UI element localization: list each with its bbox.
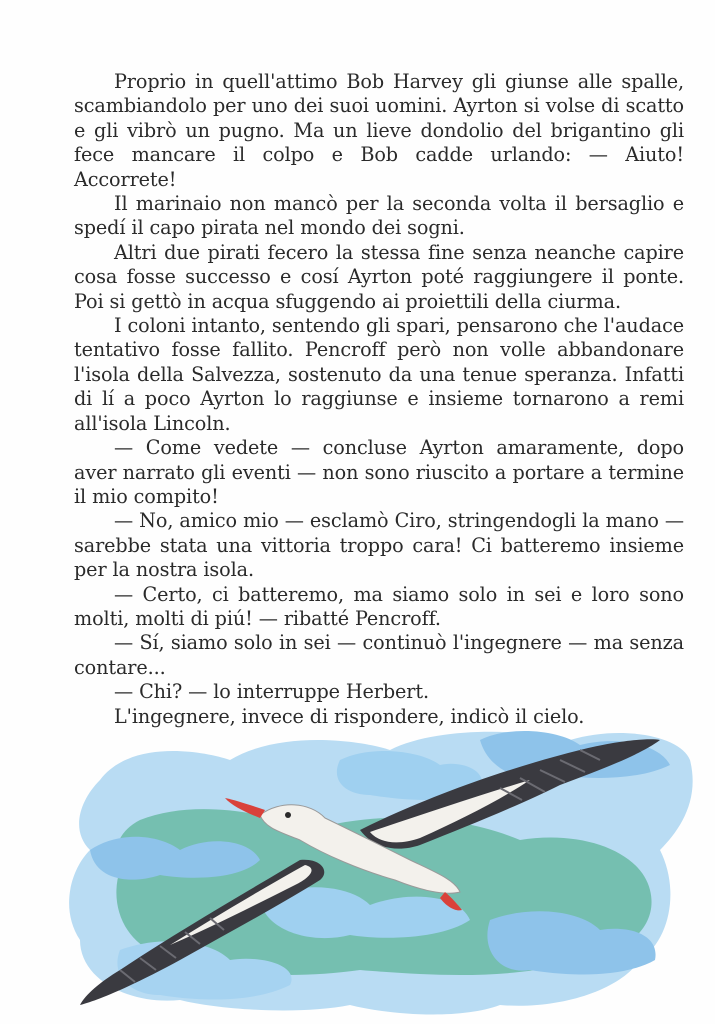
paragraph-6: — No, amico mio — esclamò Ciro, stringendogli la mano — sarebbe stata una vittoria troppo cara! Ci batteremo insieme per la nostra isola. [74,509,684,582]
paragraph-3: Altri due pirati fecero la stessa fine senza neanche capire cosa fosse successo e cosí Ayrton poté raggiungere il ponte. Poi si gettò in acqua sfuggendo ai proiettili della ciurma. [74,240,684,313]
paragraph-4: I coloni intanto, sentendo gli spari, pensarono che l'audace tentativo fosse fallito. Pencroff però non volle abbandonare l'isola della Salvezza, sostenuto da una tenue speranza. Infatti di lí a poco Ayrton lo raggiunse e insieme tornarono a remi all'isola Lincoln. [74,314,684,435]
paragraph-7: — Certo, ci batteremo, ma siamo solo in sei e loro sono molti, molti di piú! — ribatté Pencroff. [74,582,684,630]
paragraph-5: — Come vedete — concluse Ayrton amaramente, dopo aver narrato gli eventi — non sono riuscito a portare a termine il mio compito! [74,436,684,508]
paragraph-10: L'ingegnere, invece di rispondere, indicò il cielo. [114,704,585,728]
paragraph-8: — Sí, siamo solo in sei — continuò l'ingegnere — ma senza contare... [74,631,684,679]
albatross-illustration [60,720,700,1020]
paragraph-9: — Chi? — lo interruppe Herbert. [114,680,429,704]
story-text [74,70,684,729]
paragraph-1: Proprio in quell'attimo Bob Harvey gli giunse alle spalle, scambiandolo per uno dei suoi uomini. Ayrton si volse di scatto e gli vibrò un pugno. Ma un lieve dondolio del brigantino gli fece mancare il colpo e Bob cadde urlando: — Aiuto! Accorrete! [74,70,684,191]
paragraph-2: Il marinaio non mancò per la seconda volta il bersaglio e spedí il capo pirata nel mondo dei sogni. [74,192,684,240]
